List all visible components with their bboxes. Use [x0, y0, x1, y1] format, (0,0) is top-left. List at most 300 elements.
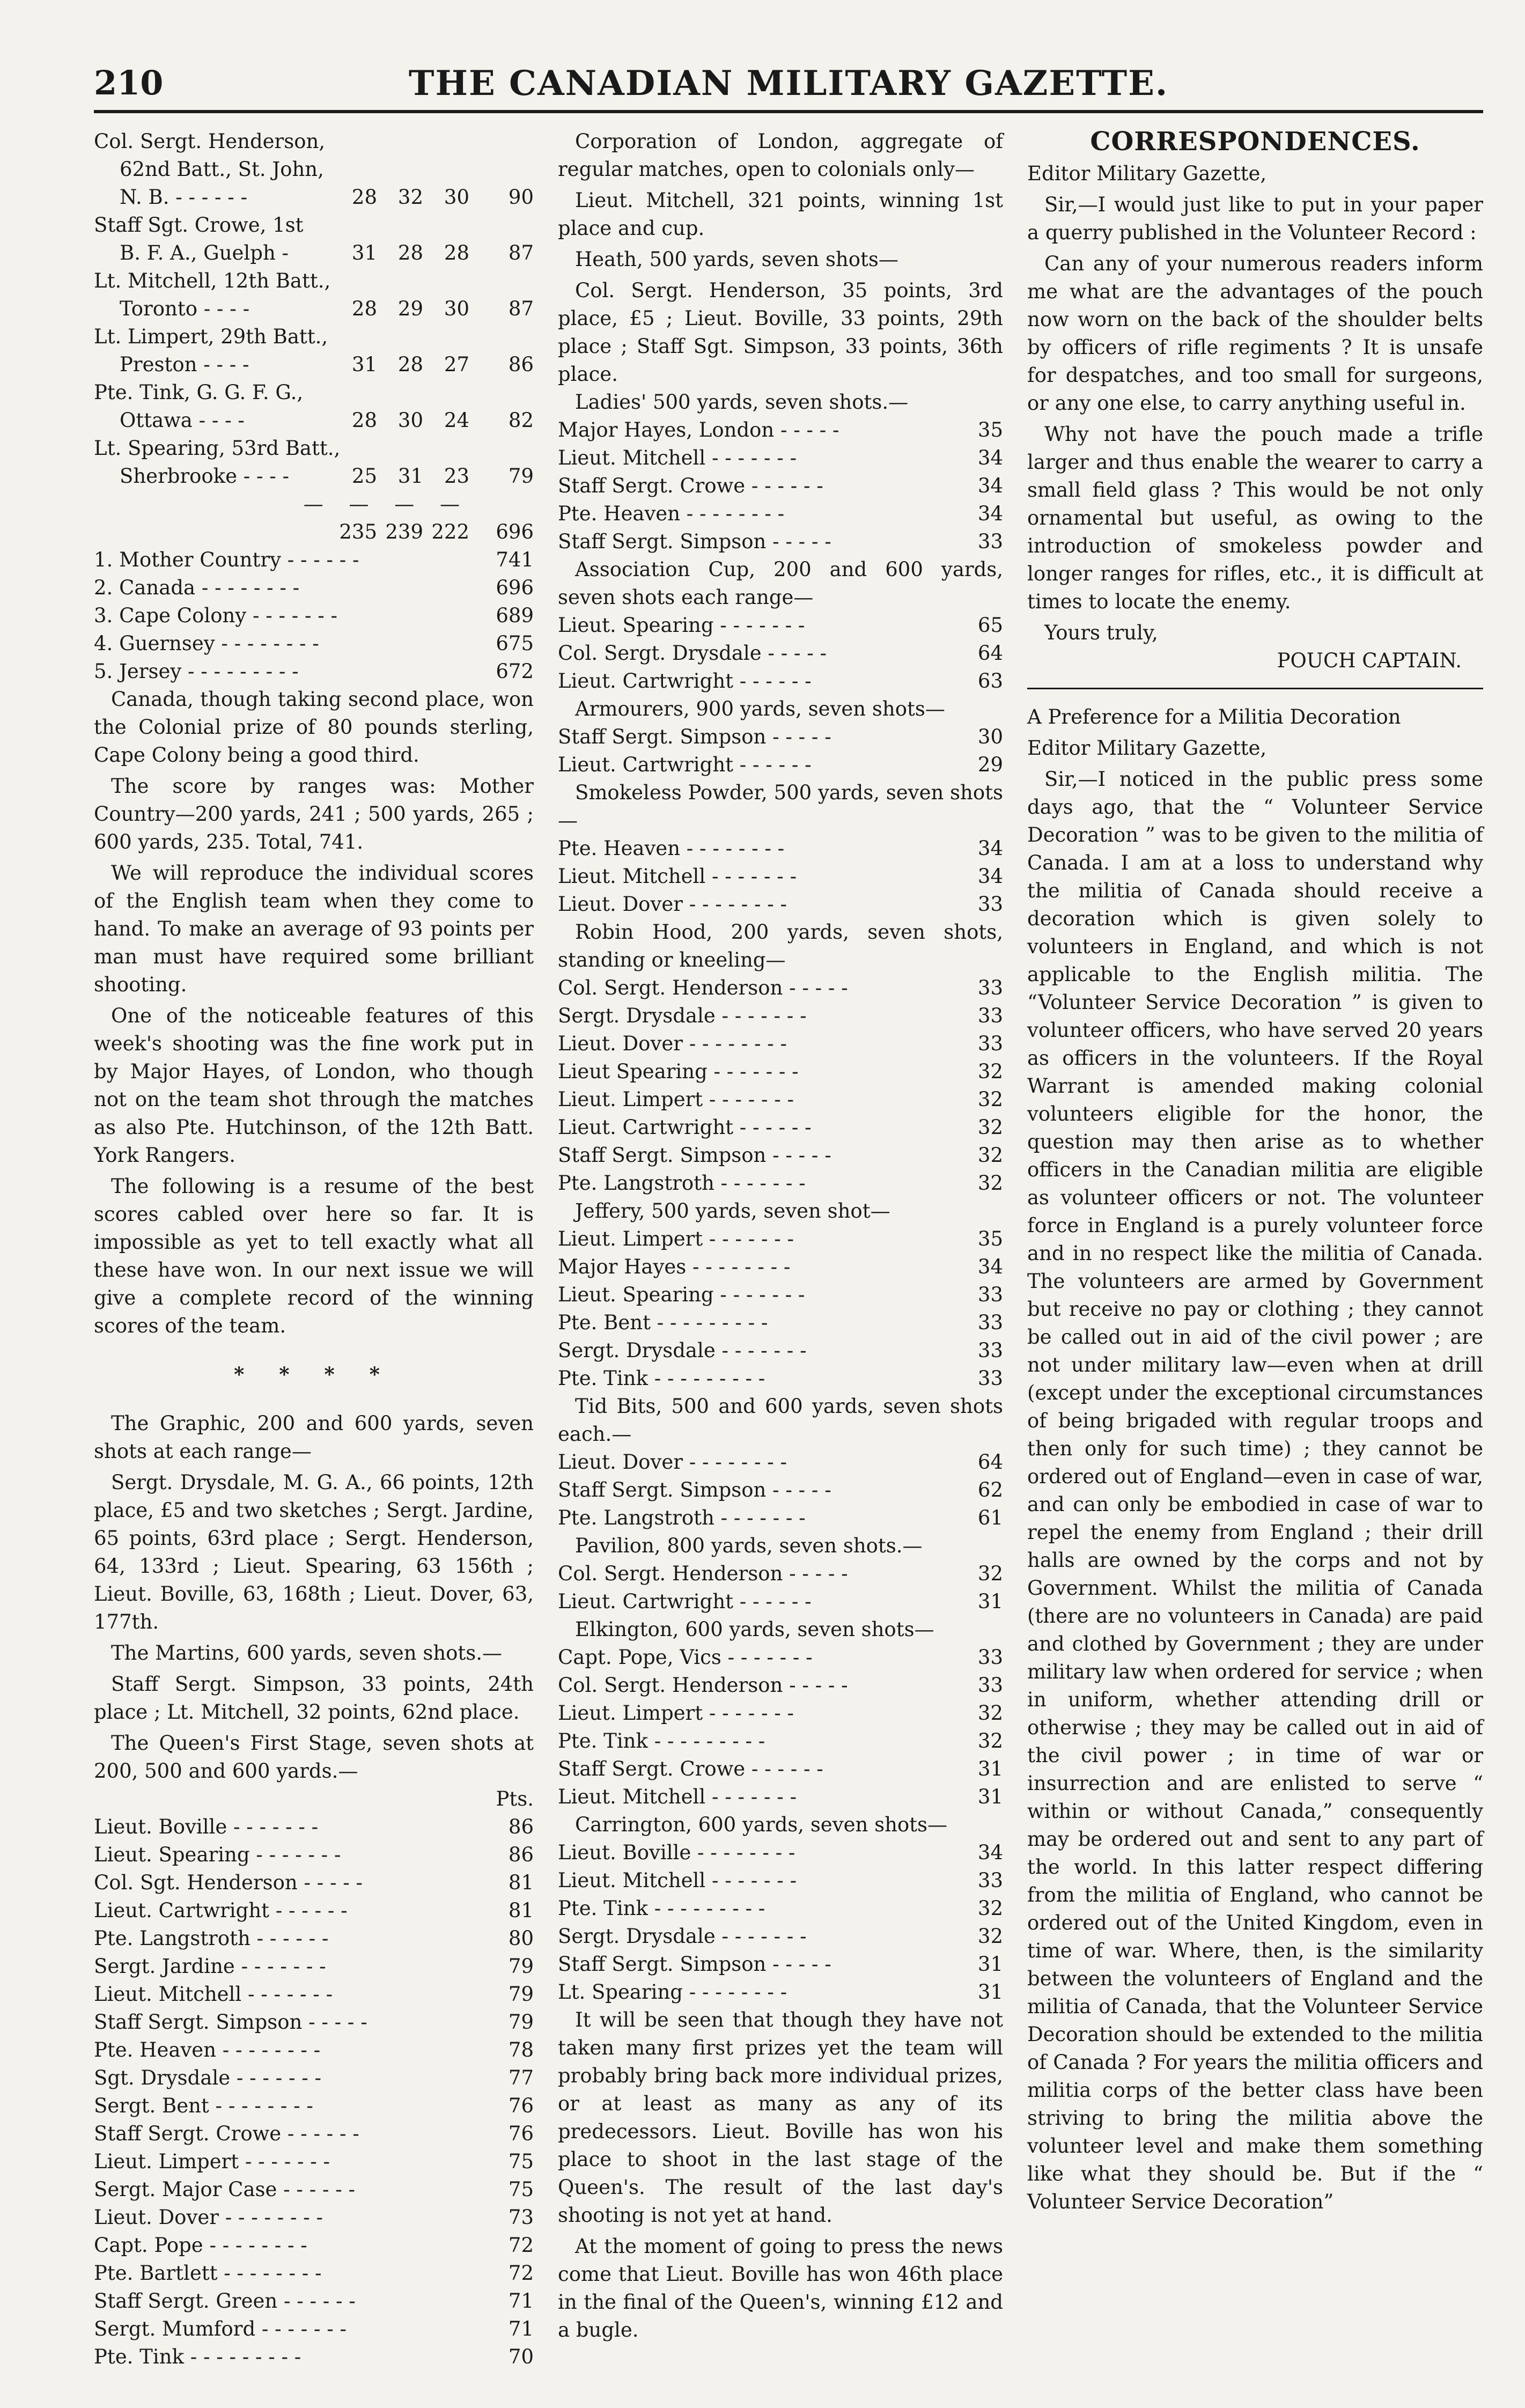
entry-name: Lieut. Limpert - - - - - - -: [94, 2150, 330, 2173]
score-row: [558, 723, 1003, 751]
match-title: The Martins, 600 yards, seven shots.—: [111, 1641, 503, 1665]
match-title: The Graphic, 200 and 600 yards, seven shots at each range—: [94, 1412, 534, 1463]
score-row: [558, 1839, 1003, 1867]
match-result: Staff Sergt. Simpson, 33 points, 24th place ; Lt. Mitchell, 32 points, 62nd place.: [94, 1673, 534, 1724]
competitor-score-row: [94, 351, 534, 379]
totals-row: [94, 518, 534, 546]
entry-score: 34: [977, 1255, 1003, 1278]
match-title: Robin Hood, 200 yards, seven shots, standing or kneeling—: [558, 921, 1003, 971]
ranking-row: [94, 630, 534, 658]
score-row: [558, 500, 1003, 528]
entry-score: 33: [977, 893, 1003, 916]
competitor-score-row: [94, 295, 534, 323]
entry-score: 71: [508, 2289, 534, 2313]
entry-score: 32: [977, 1116, 1003, 1139]
entry-name: Lieut. Mitchell - - - - - - -: [558, 446, 797, 469]
total-c: 222: [431, 520, 469, 543]
entry-score: 32: [977, 1925, 1003, 1948]
score-row: [94, 2120, 534, 2148]
entry-score: 71: [508, 2317, 534, 2340]
total-b: 239: [385, 520, 423, 543]
ranking-value: 672: [496, 660, 534, 683]
score-row: [558, 835, 1003, 863]
entry-name: Lieut. Boville - - - - - - - -: [558, 1841, 795, 1864]
ranking-value: 741: [496, 548, 534, 571]
score-row: [558, 1699, 1003, 1727]
entry-score: 75: [508, 2178, 534, 2201]
entry-name: Lieut. Dover - - - - - - - -: [558, 1032, 787, 1055]
ranking-value: 696: [496, 576, 534, 599]
score-row: [94, 2092, 534, 2120]
entry-score: 73: [508, 2206, 534, 2229]
competitor-score-row: [94, 407, 534, 435]
entry-name: Lieut. Limpert - - - - - - -: [558, 1088, 794, 1111]
match-results: [558, 388, 1003, 2006]
entry-name: Staff Sergt. Crowe - - - - - -: [558, 474, 823, 497]
match-title: Corporation of London, aggregate of regular matches, open to colonials only—: [558, 130, 1003, 181]
match-title: The Queen's First Stage, seven shots at 200, 500 and 600 yards.—: [94, 1732, 534, 1783]
match-title: Elkington, 600 yards, seven shots—: [575, 1618, 934, 1641]
range-score: 31: [397, 465, 423, 488]
ranking-label: 3. Cape Colony - - - - - - -: [94, 604, 338, 627]
range-score: 31: [351, 241, 377, 264]
entry-score: 32: [977, 1897, 1003, 1920]
totals-dashes: — — — —: [303, 492, 469, 516]
match-title: Pavilion, 800 yards, seven shots.—: [575, 1534, 923, 1557]
pts-label: Pts.: [496, 1787, 534, 1810]
score-row: [94, 1953, 534, 1980]
ranking-value: 689: [496, 604, 534, 627]
entry-name: Lieut. Mitchell - - - - - - -: [94, 1983, 333, 2006]
letter-salutation: Editor Military Gazette,: [1027, 162, 1267, 185]
rankings-list: [94, 546, 534, 686]
score-row: [94, 1869, 534, 1897]
entry-score: 75: [508, 2150, 534, 2173]
entry-name: Lieut. Limpert - - - - - - -: [558, 1702, 794, 1725]
entry-name: Lieut Spearing - - - - - - -: [558, 1060, 799, 1083]
match-result: Sergt. Drysdale, M. G. A., 66 points, 12th place, £5 and two sketches ; Sergt. Jardine, 65 points, 63rd place ; Sergt. Henderson, 64, 133rd ; Lieut. Spearing, 63 156th ; Lieut. Boville, 63, 168th ; Lieut. Dover, 63, 177th.: [94, 1471, 534, 1633]
range-score: 30: [397, 409, 423, 432]
range-score: 32: [397, 186, 423, 209]
competitor-name: Lt. Mitchell, 12th Batt.,: [94, 269, 331, 292]
score-row: [558, 667, 1003, 695]
entry-name: Staff Sergt. Crowe - - - - - -: [558, 1757, 823, 1780]
score-row: [558, 612, 1003, 639]
competitor-place: Toronto - - - -: [120, 297, 250, 320]
score-row: [558, 1169, 1003, 1197]
score-row: [558, 1950, 1003, 1978]
paragraph: The following is a resume of the best scores cabled over here so far. It is impossible as yet to tell exactly what all these have won. In our next issue we will give a complete record of the winning scores of the team.: [94, 1175, 534, 1337]
score-row: [94, 2259, 534, 2287]
competitor-name: Staff Sgt. Crowe, 1st: [94, 213, 304, 237]
competitor-place: N. B. - - - - - -: [120, 186, 248, 209]
score-row: [94, 1980, 534, 2008]
range-score: 28: [351, 186, 377, 209]
score-row: [558, 1058, 1003, 1086]
entry-name: Lieut. Dover - - - - - - - -: [94, 2206, 323, 2229]
entry-name: Sergt. Drysdale - - - - - - -: [558, 1339, 807, 1362]
score-values: [331, 183, 534, 211]
entry-name: Lt. Spearing - - - - - - - -: [558, 1980, 787, 2004]
competitor-name: Pte. Tink, G. G. F. G.,: [94, 381, 304, 404]
entry-score: 34: [977, 446, 1003, 469]
entry-name: Pte. Langstroth - - - - - - -: [558, 1506, 806, 1529]
match-title: Smokeless Powder, 500 yards, seven shots—: [558, 781, 1004, 832]
score-row: [558, 1309, 1003, 1337]
range-score: 27: [444, 353, 469, 376]
entry-name: Pte. Tink - - - - - - - - -: [558, 1897, 765, 1920]
match-result: Col. Sergt. Henderson, 35 points, 3rd place, £5 ; Lieut. Boville, 33 points, 29th place ; Staff Sgt. Simpson, 33 points, 36th place.: [558, 279, 1003, 386]
entry-score: 33: [977, 1004, 1003, 1027]
entry-score: 32: [977, 1144, 1003, 1167]
competitor-place: Preston - - - -: [120, 353, 249, 376]
entry-name: Pte. Bartlett - - - - - - - -: [94, 2262, 322, 2285]
entry-name: Pte. Heaven - - - - - - - -: [558, 502, 785, 525]
range-score: 25: [351, 465, 377, 488]
entry-name: Pte. Heaven - - - - - - - -: [558, 837, 785, 860]
entry-score: 31: [977, 1953, 1003, 1976]
score-row: [558, 1337, 1003, 1365]
score-row: [558, 1783, 1003, 1811]
entry-score: 32: [977, 1088, 1003, 1111]
competitor-name: Lt. Spearing, 53rd Batt.,: [94, 437, 341, 460]
entry-score: 33: [977, 1311, 1003, 1334]
competitor-score-row: [94, 462, 534, 490]
score-row: [94, 2148, 534, 2176]
letter-paragraph: Why not have the pouch made a trifle larger and thus enable the wearer to carry a small field glass ? This would be not only ornamental but useful, as owing to the introduction of smokeless powder and longer ranges for rifles, etc., it is difficult at times to locate the enemy.: [1027, 423, 1483, 613]
paragraph: We will reproduce the individual scores of the English team when they come to hand. To make an average of 93 points per man must have required some brilliant shooting.: [94, 861, 534, 996]
entry-name: Staff Sergt. Simpson - - - - -: [558, 725, 831, 748]
page-number: 210: [94, 63, 164, 102]
entry-name: Lieut. Spearing - - - - - - -: [558, 614, 805, 637]
entry-score: 81: [508, 1899, 534, 1922]
column-3: [1027, 128, 1483, 2216]
header-rule: [94, 110, 1483, 113]
entry-name: Capt. Pope - - - - - - - -: [94, 2234, 307, 2257]
entry-score: 31: [977, 1590, 1003, 1613]
entry-score: 32: [977, 1060, 1003, 1083]
entry-name: Staff Sergt. Simpson - - - - -: [558, 1478, 831, 1501]
ranking-row: [94, 546, 534, 574]
total-score: 86: [508, 353, 534, 376]
entry-name: Lieut. Cartwright - - - - - -: [558, 1116, 812, 1139]
entry-score: 31: [977, 1757, 1003, 1780]
entry-score: 32: [977, 1702, 1003, 1725]
entry-score: 35: [977, 418, 1003, 441]
score-row: [94, 1813, 534, 1841]
letter-title: A Preference for a Militia Decoration: [1027, 705, 1401, 728]
entry-name: Sergt. Drysdale - - - - - - -: [558, 1925, 807, 1948]
match-result: Lieut. Mitchell, 321 points, winning 1st place and cup.: [558, 189, 1003, 240]
entry-score: 32: [977, 1172, 1003, 1195]
score-values: [331, 351, 534, 379]
entry-name: Col. Sergt. Henderson - - - - -: [558, 1674, 848, 1697]
page-header: [94, 63, 1483, 113]
section-title: CORRESPONDENCES.: [1090, 127, 1420, 157]
score-row: [558, 1253, 1003, 1281]
entry-score: 34: [977, 502, 1003, 525]
score-row: [558, 472, 1003, 500]
entry-name: Major Hayes - - - - - - - -: [558, 1255, 791, 1278]
entry-name: Staff Sergt. Simpson - - - - -: [558, 530, 831, 553]
score-row: [558, 1225, 1003, 1253]
score-row: [558, 1030, 1003, 1058]
paragraph: It will be seen that though they have not taken many first prizes yet the team will probably bring back more individual prizes, or at least as many as any of its predecessors. Lieut. Boville has won his place to shoot in the last stage of the Queen's. The result of the last day's shooting is not yet at hand.: [558, 2008, 1003, 2227]
entry-name: Staff Sergt. Simpson - - - - -: [558, 1144, 831, 1167]
entry-name: Col. Sgt. Henderson - - - - -: [94, 1871, 363, 1894]
entry-score: 76: [508, 2122, 534, 2145]
entry-score: 29: [977, 753, 1003, 776]
column-2: [558, 128, 1003, 2344]
total-a: 235: [339, 520, 377, 543]
score-row: [94, 2204, 534, 2232]
range-score: 28: [351, 409, 377, 432]
competitor-score-row: [94, 239, 534, 267]
range-score: 29: [397, 297, 423, 320]
score-values: [331, 462, 534, 490]
entry-score: 81: [508, 1871, 534, 1894]
entry-score: 34: [977, 865, 1003, 888]
letter-paragraph: Can any of your numerous readers inform me what are the advantages of the pouch now worn on the back of the shoulder belts by officers of rifle regiments ? It is unsafe for despatches, and too small for surgeons, or any one else, to carry anything useful in.: [1027, 252, 1483, 415]
entry-score: 33: [977, 1283, 1003, 1306]
score-row: [94, 2064, 534, 2092]
score-row: [94, 1925, 534, 1953]
entry-score: 61: [977, 1506, 1003, 1529]
range-score: 30: [444, 186, 469, 209]
entry-score: 79: [508, 2011, 534, 2034]
range-score: 31: [351, 353, 377, 376]
entry-name: Major Hayes, London - - - - -: [558, 418, 839, 441]
score-row: [94, 2232, 534, 2259]
entry-name: Lieut. Boville - - - - - - -: [94, 1815, 319, 1838]
score-row: [558, 1114, 1003, 1142]
match-title: Heath, 500 yards, seven shots—: [575, 248, 898, 271]
competitor-place: Sherbrooke - - - -: [120, 465, 290, 488]
entry-name: Staff Sergt. Crowe - - - - - -: [94, 2122, 359, 2145]
score-row: [558, 1755, 1003, 1783]
score-row: [94, 2008, 534, 2036]
total-grand: 696: [496, 520, 534, 543]
pts-header: [94, 1785, 534, 1813]
score-row: [558, 1504, 1003, 1532]
range-score: 28: [397, 241, 423, 264]
entry-score: 78: [508, 2038, 534, 2061]
score-row: [558, 974, 1003, 1002]
entry-score: 32: [977, 1729, 1003, 1752]
entry-score: 30: [977, 725, 1003, 748]
entry-name: Lieut. Limpert - - - - - - -: [558, 1227, 794, 1250]
entry-score: 33: [977, 1674, 1003, 1697]
entry-score: 79: [508, 1955, 534, 1978]
entry-score: 70: [508, 2345, 534, 2368]
score-row: [558, 1923, 1003, 1950]
entry-score: 32: [977, 1562, 1003, 1585]
entry-score: 35: [977, 1227, 1003, 1250]
match-title: Ladies' 500 yards, seven shots.—: [575, 391, 909, 414]
entry-name: Pte. Bent - - - - - - - - -: [558, 1311, 768, 1334]
entry-score: 34: [977, 837, 1003, 860]
score-row: [558, 1560, 1003, 1588]
match-title: Jeffery, 500 yards, seven shot—: [575, 1199, 890, 1223]
score-row: [558, 1365, 1003, 1393]
entry-name: Pte. Heaven - - - - - - - -: [94, 2038, 321, 2061]
entry-name: Pte. Tink - - - - - - - - -: [558, 1367, 765, 1390]
score-row: [94, 2287, 534, 2315]
paragraph: Canada, though taking second place, won the Colonial prize of 80 pounds sterling, Cape Colony being a good third.: [94, 688, 534, 767]
score-row: [94, 2176, 534, 2204]
range-score: 28: [351, 297, 377, 320]
score-row: [558, 1644, 1003, 1671]
competitor-name: Lt. Limpert, 29th Batt.,: [94, 325, 328, 348]
score-row: [558, 444, 1003, 472]
entry-name: Pte. Tink - - - - - - - - -: [94, 2345, 301, 2368]
entry-score: 33: [977, 1646, 1003, 1669]
entry-name: Col. Sergt. Henderson - - - - -: [558, 976, 848, 999]
range-score: 30: [444, 297, 469, 320]
score-row: [558, 1281, 1003, 1309]
total-score: 82: [508, 409, 534, 432]
score-row: [558, 1671, 1003, 1699]
range-score: 24: [444, 409, 469, 432]
entry-score: 31: [977, 1785, 1003, 1808]
entry-score: 80: [508, 1927, 534, 1950]
entry-name: Sgt. Drysdale - - - - - - -: [94, 2066, 321, 2089]
entry-score: 72: [508, 2234, 534, 2257]
score-row: [558, 1476, 1003, 1504]
total-score: 87: [508, 297, 534, 320]
range-score: 28: [444, 241, 469, 264]
score-row: [94, 2036, 534, 2064]
total-score: 79: [508, 465, 534, 488]
score-values: [331, 295, 534, 323]
score-row: [558, 1448, 1003, 1476]
letter-salutation: Editor Military Gazette,: [1027, 737, 1267, 760]
ranking-label: 5. Jersey - - - - - - - - -: [94, 660, 299, 683]
score-row: [558, 751, 1003, 779]
entry-name: Staff Sergt. Green - - - - - -: [94, 2289, 356, 2313]
entry-score: 34: [977, 1841, 1003, 1864]
score-values: [331, 407, 534, 435]
ranking-row: [94, 602, 534, 630]
score-row: [558, 1867, 1003, 1895]
entry-name: Sergt. Mumford - - - - - - -: [94, 2317, 347, 2340]
score-row: [558, 416, 1003, 444]
entry-score: 33: [977, 1032, 1003, 1055]
entry-score: 31: [977, 1980, 1003, 2004]
entry-name: Lieut. Spearing - - - - - - -: [94, 1843, 341, 1866]
competitor-score-row: [94, 183, 534, 211]
entry-name: Capt. Pope, Vics - - - - - - -: [558, 1646, 813, 1669]
entry-name: Staff Sergt. Simpson - - - - -: [558, 1953, 831, 1976]
entry-score: 64: [977, 1450, 1003, 1474]
newspaper-title: THE CANADIAN MILITARY GAZETTE.: [408, 63, 1169, 104]
entry-score: 34: [977, 474, 1003, 497]
match-title: Carrington, 600 yards, seven shots—: [575, 1813, 948, 1836]
letter-signature: POUCH CAPTAIN.: [1277, 649, 1462, 672]
competitor-place: Ottawa - - - -: [120, 409, 245, 432]
score-row: [94, 1897, 534, 1925]
ranking-row: [94, 658, 534, 686]
entry-name: Lieut. Dover - - - - - - - -: [558, 1450, 787, 1474]
score-row: [558, 1002, 1003, 1030]
entry-score: 33: [977, 1869, 1003, 1892]
score-row: [558, 1588, 1003, 1616]
entry-name: Col. Sergt. Henderson - - - - -: [558, 1562, 848, 1585]
entry-name: Pte. Langstroth - - - - - - -: [558, 1172, 806, 1195]
total-score: 87: [508, 241, 534, 264]
entry-name: Lieut. Cartwright - - - - - -: [558, 1590, 812, 1613]
entry-name: Lieut. Mitchell - - - - - - -: [558, 1869, 797, 1892]
score-row: [558, 1727, 1003, 1755]
entry-score: 33: [977, 1367, 1003, 1390]
entry-score: 62: [977, 1478, 1003, 1501]
letter-paragraph: Sir,—I would just like to put in your paper a querry published in the Volunteer Record :: [1027, 193, 1483, 244]
competitor-unit: 62nd Batt., St. John,: [120, 158, 324, 181]
match-title: Association Cup, 200 and 600 yards, seven shots each range—: [558, 558, 1003, 609]
score-values: [331, 239, 534, 267]
entry-name: Sergt. Bent - - - - - - - -: [94, 2094, 313, 2117]
entry-name: Sergt. Drysdale - - - - - - -: [558, 1004, 807, 1027]
entry-name: Lieut. Spearing - - - - - - -: [558, 1283, 805, 1306]
entry-score: 77: [508, 2066, 534, 2089]
letter-divider: [1027, 688, 1483, 689]
range-score: 28: [397, 353, 423, 376]
entry-name: Lieut. Mitchell - - - - - - -: [558, 1785, 797, 1808]
entry-name: Lieut. Cartwright - - - - - -: [558, 753, 812, 776]
entry-name: Pte. Tink - - - - - - - - -: [558, 1729, 765, 1752]
score-row: [94, 2343, 534, 2371]
entry-name: Pte. Langstroth - - - - - -: [94, 1927, 329, 1950]
entry-score: 63: [977, 669, 1003, 693]
competitor-name: Col. Sergt. Henderson,: [94, 130, 326, 153]
entry-name: Lieut. Cartwright - - - - - -: [558, 669, 812, 693]
range-score: 23: [444, 465, 469, 488]
entry-name: Sergt. Major Case - - - - - -: [94, 2178, 355, 2201]
ranking-value: 675: [496, 632, 534, 655]
score-row: [558, 639, 1003, 667]
paragraph: The score by ranges was: Mother Country—200 yards, 241 ; 500 yards, 265 ; 600 yards, 235. Total, 741.: [94, 775, 534, 853]
column-1: [94, 128, 534, 2371]
entry-score: 64: [977, 642, 1003, 665]
section-divider-stars: * * * *: [233, 1363, 394, 1386]
score-row: [558, 863, 1003, 890]
match-title: Tid Bits, 500 and 600 yards, seven shots each.—: [558, 1395, 1003, 1446]
ranking-row: [94, 574, 534, 602]
ranking-label: 4. Guernsey - - - - - - - -: [94, 632, 319, 655]
entry-score: 79: [508, 1983, 534, 2006]
entry-name: Lieut. Cartwright - - - - - -: [94, 1899, 348, 1922]
team-score-table: [94, 128, 534, 490]
ranking-label: 1. Mother Country - - - - - -: [94, 548, 359, 571]
entry-name: Sergt. Jardine - - - - - - -: [94, 1955, 326, 1978]
entry-name: Col. Sergt. Drysdale - - - - -: [558, 642, 827, 665]
total-score: 90: [508, 186, 534, 209]
score-row: [558, 1086, 1003, 1114]
letter-body: Sir,—I noticed in the public press some days ago, that the “ Volunteer Service Decoration ” was to be given to the militia of Canada. I am at a loss to understand why the militia of Canada should receive a decoration which is given solely to volunteers in England, and which is not applicable to the English militia. The “Volunteer Service Decoration ” is given to volunteer officers, who have served 20 years as officers in the volunteers. If the Royal Warrant is amended making colonial volunteers eligible for the honor, the question may then arise as to whether officers in the Canadian militia are eligible as volunteer officers or not. The volunteer force in England is a purely volunteer force and in no respect like the militia of Canada. The volunteers are armed by Government but receive no pay or clothing ; they cannot be called out in aid of the civil power ; are not under military law—even when at drill (except under the exceptional circumstances of being brigaded with regular troops and then only for such time) ; they cannot be ordered out of England—even in case of war, and can only be embodied in case of war to repel the enemy from England ; their drill halls are owned by the corps and not by Government. Whilst the militia of Canada (there are no volunteers in Canada) are paid and clothed by Government ; they are under military law when ordered for service ; when in uniform, whether attending drill or otherwise ; they may be called out in aid of the civil power ; in time of war or insurrection and are enlisted to serve “ within or without Canada,” consequently may be ordered out and sent to any part of the world. In this latter respect differing from the militia of England, who cannot be ordered out of the United Kingdom, even in time of war. Where, then, is the similarity between the volunteers of England and the militia of Canada, that the Volunteer Service Decoration should be extended to the militia of Canada ? For years the militia officers and militia corps of the better class have been striving to bring the militia above the volunteer level and make them something like what they should be. But if the “ Volunteer Service Decoration”: [1027, 768, 1483, 2213]
score-row: [558, 1895, 1003, 1923]
paragraph: One of the noticeable features of this week's shooting was the fine work put in by Major Hayes, of London, who though not on the team shot through the matches as also Pte. Hutchinson, of the 12th Batt. York Rangers.: [94, 1004, 534, 1167]
score-row: [94, 1841, 534, 1869]
queens-score-list: [94, 1813, 534, 2371]
entry-score: 33: [977, 976, 1003, 999]
ranking-label: 2. Canada - - - - - - - -: [94, 576, 300, 599]
letter-closing: Yours truly,: [1044, 621, 1158, 644]
entry-score: 86: [508, 1815, 534, 1838]
competitor-place: B. F. A., Guelph -: [120, 241, 289, 264]
score-row: [558, 528, 1003, 556]
entry-score: 76: [508, 2094, 534, 2117]
entry-name: Lieut. Dover - - - - - - - -: [558, 893, 787, 916]
